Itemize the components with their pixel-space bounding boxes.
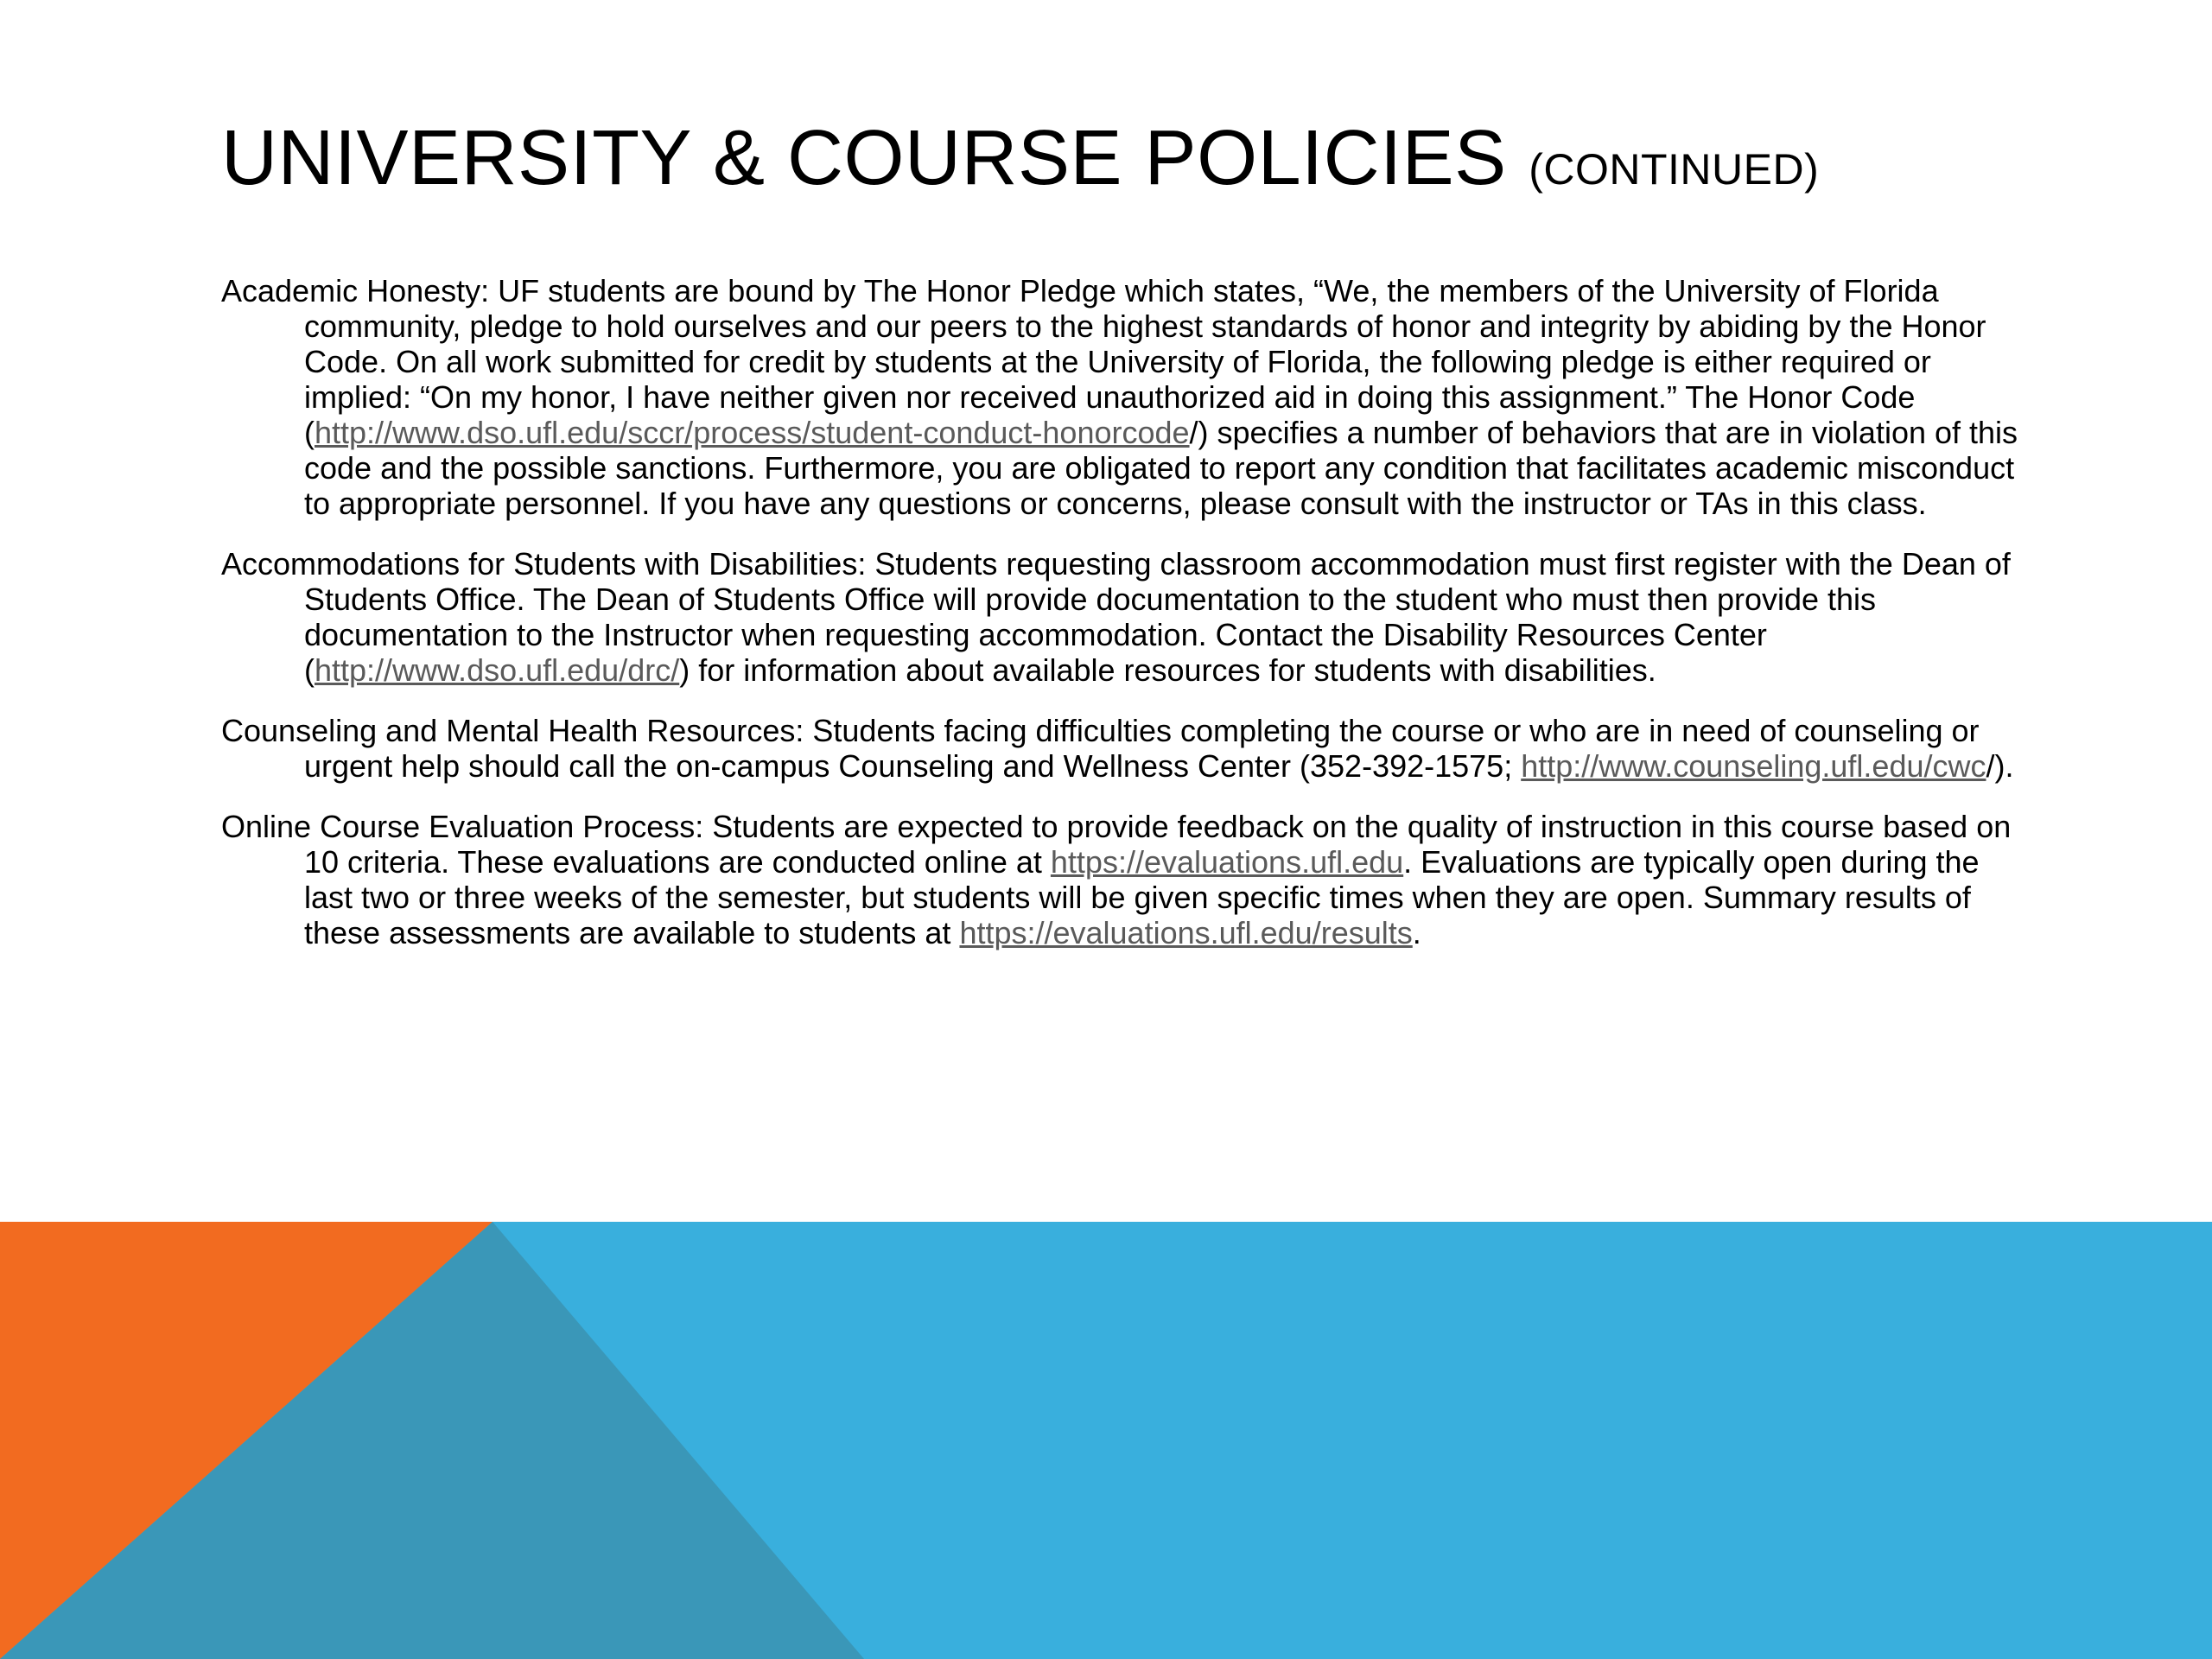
policy-counseling: [221, 713, 2018, 784]
policy-text: .: [1412, 915, 1421, 950]
policy-text: Academic Honesty: UF students are bound by The Honor Pledge which states, “We, the members of the University of Florida community, pledge to hold ourselves and our peers to the highest standards of honor and integrity by abiding by the Honor Code. On all work submitted for credit by students at the University of Florida, the following pledge is either required or implied: “On my honor, I have neither given nor received unauthorized aid in doing this assignment.” The Honor Code (: [221, 273, 1986, 450]
decorative-banner: [0, 1222, 2212, 1659]
slide-title: [221, 111, 1819, 217]
policy-course-evaluation: [221, 809, 2018, 950]
policy-text: /).: [1986, 748, 2014, 784]
slide-title-suffix: (CONTINUED): [1529, 145, 1820, 194]
evaluation-results-link[interactable]: https://evaluations.ufl.edu/results: [959, 915, 1413, 950]
policy-list: [221, 273, 2018, 976]
policy-disability-accommodations: [221, 546, 2018, 688]
policy-text: Online Course Evaluation Process: Students are expected to provide feedback on the quality of instruction in this course based on 10 criteria. These evaluations are conducted online at: [221, 809, 2012, 880]
evaluations-link[interactable]: https://evaluations.ufl.edu: [1050, 844, 1404, 880]
policy-text: Counseling and Mental Health Resources: Students facing difficulties completing the course or who are in need of counseling or urgent help should call the on-campus Counseling and Wellness Center (352-392-1575;: [221, 713, 1980, 784]
policy-text: Accommodations for Students with Disabilities: Students requesting classroom accommodation must first register with the Dean of Students Office. The Dean of Students Office will provide documentation to the student who must then provide this documentation to the Instructor when requesting accommodation. Contact the Disability Resources Center (: [221, 546, 2011, 688]
honor-code-link[interactable]: http://www.dso.ufl.edu/sccr/process/student-conduct-honorcode: [315, 415, 1190, 450]
slide-title-text: UNIVERSITY & COURSE POLICIES: [221, 115, 1507, 201]
counseling-center-link[interactable]: http://www.counseling.ufl.edu/cwc: [1521, 748, 1986, 784]
policy-text: ) for information about available resources for students with disabilities.: [679, 652, 1656, 688]
policy-text: /) specifies a number of behaviors that are in violation of this code and the possible sanctions. Furthermore, you are obligated to report any condition that facilitates academic misconduct to appropriate personnel. If you have any questions or concerns, please consult with the instructor or TAs in this class.: [304, 415, 2018, 521]
disability-resources-link[interactable]: http://www.dso.ufl.edu/drc/: [315, 652, 680, 688]
policy-text: . Evaluations are typically open during the last two or three weeks of the semester, but students will be given specific times when they are open. Summary results of these assessments are available to students at: [304, 844, 1980, 950]
policy-academic-honesty: [221, 273, 2018, 521]
